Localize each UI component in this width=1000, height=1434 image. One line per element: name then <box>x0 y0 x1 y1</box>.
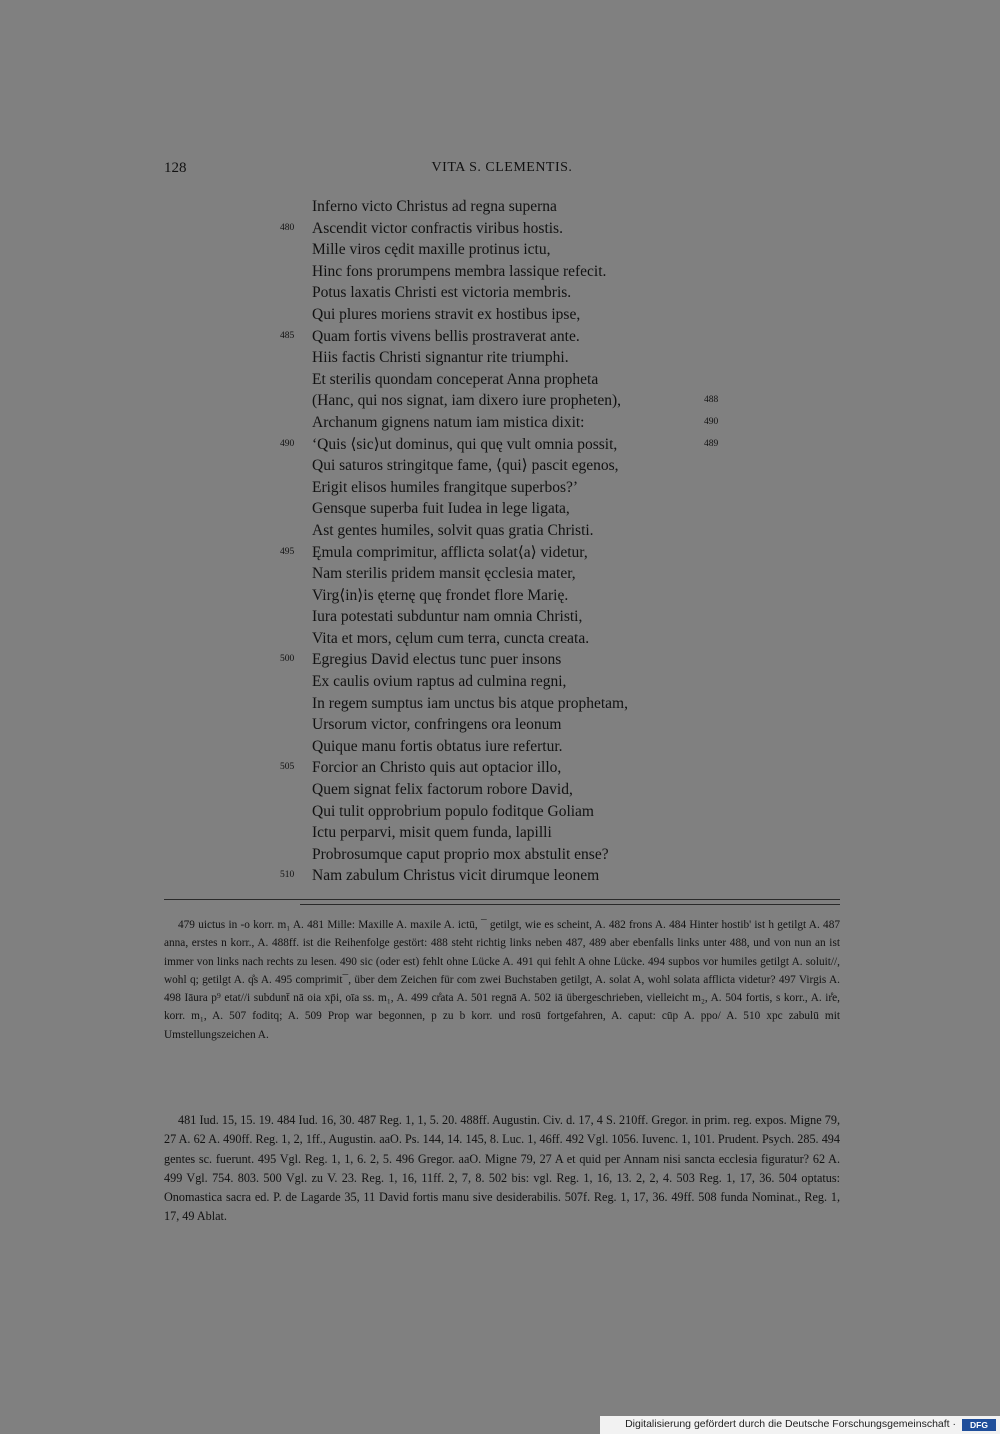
verse-text: Egregius David electus tunc puer insons <box>312 651 562 669</box>
critical-apparatus-text: 479 uictus in -o korr. m₁ A. 481 Mille: Maxille A. maxile A. ictū, ¯ getilgt, wie es scheint, A. 482 frons A. 484 Hinter hostib' ist h getilgt A. 487 anna, erstes n korr., A. 488ff. ist die Reihenfolge gestört: 488 steht richtig links neben 487, 489 aber ebenfalls links unter 488, und von nun an ist immer von links nach rechts zu lesen. 490 sic (oder est) fehlt ohne Lücke A. 491 qui fehlt A ohne Lücke. 494 supbos vor humiles getilgt A. soluit//, wohl q; getilgt A. q̊s A. 495 comprimit¯, über dem Zeichen für com zwei Buchstaben getilgt, A. solat A, wohl solata afflicta videtur? 497 Virgis A. 498 Iāura p⁹ etat//i subdunt̄ nā oia xp̄i, oīa ss. m₁, A. 499 cr̊ata A. 501 regnā A. 502 iā übergeschrieben, vielleicht m₂, A. 504 fortis, s korr., A. ir̊e, korr. m₁, A. 507 foditq; A. 509 Prop war begonnen, p zu b korr. und rosū fortgefahren, A. caput: cūp A. ppo/ A. 510 xpc zabulū mit Umstellungszeichen A. <box>164 919 840 1041</box>
verse-line <box>270 304 730 326</box>
verse-line <box>270 434 730 456</box>
verse-number: 505 <box>280 762 295 773</box>
verse-text: Forcior an Christo quis aut optacior illo, <box>312 759 562 777</box>
source-apparatus-text: 481 Iud. 15, 15. 19. 484 Iud. 16, 30. 487 Reg. 1, 1, 5. 20. 488ff. Augustin. Civ. d. 17, 4 S. 210ff. Gregor. in prim. reg. expos. Migne 79, 27 A. 62 A. 490ff. Reg. 1, 2, 1ff., Augustin. aaO. Ps. 144, 14. 145, 8. Luc. 1, 46ff. 492 Vgl. 1056. Iuvenc. 1, 101. Prudent. Psych. 285. 494 gentes sc. fuerunt. 495 Vgl. Reg. 1, 1, 6. 2, 5. 496 Gregor. aaO. Migne 79, 27 A et quid per Annam nisi sancta ecclesia figuratur? 62 A. 499 Vgl. 754. 803. 500 Vgl. zu V. 23. Reg. 1, 16, 11ff. 2, 7, 8. 502 bis: vgl. Reg. 1, 16, 13. 2, 2, 4. 503 Reg. 1, 17, 36. 504 optatus: Onomastica sacra ed. P. de Lagarde 35, 11 David fortis manu sive desiderabilis. 507f. Reg. 1, 17, 36. 49ff. 508 funda Nominat., Reg. 1, 17, 49 Ablat. <box>164 1113 840 1224</box>
verse-number: 510 <box>280 870 295 881</box>
verse-text: Ursorum victor, confringens ora leonum <box>312 716 562 734</box>
verse-text: Ictu perparvi, misit quem funda, lapilli <box>312 824 552 842</box>
digitization-footer <box>600 1416 1000 1434</box>
verse-text: Ascendit victor confractis viribus hostis. <box>312 219 563 237</box>
verse-text: Ęmula comprimitur, afflicta solat⟨a⟩ videtur, <box>312 543 588 561</box>
verse-number: 490 <box>280 438 295 449</box>
verse-text: Nam zabulum Christus vicit dirumque leonem <box>312 867 600 885</box>
verse-line <box>270 585 730 607</box>
verse-text: Erigit elisos humiles frangitque superbos?’ <box>312 478 579 496</box>
page-header <box>164 160 840 182</box>
verse-line <box>270 563 730 585</box>
verse-text: Virg⟨in⟩is ęternę quę frondet flore Marię. <box>312 586 569 604</box>
running-title: VITA S. CLEMENTIS. <box>431 160 573 175</box>
verse-text: Qui saturos stringitque fame, ⟨qui⟩ pascit egenos, <box>312 457 619 475</box>
source-apparatus <box>164 1111 840 1227</box>
verse-text: Vita et mors, cęlum cum terra, cuncta creata. <box>312 629 590 647</box>
poem-text <box>270 196 730 887</box>
verse-line <box>270 865 730 887</box>
verse-line <box>270 542 730 564</box>
verse-order-number: 490 <box>704 416 719 427</box>
verse-text: Inferno victo Christus ad regna superna <box>312 198 557 215</box>
verse-line <box>270 801 730 823</box>
verse-text: Mille viros cędit maxille protinus ictu, <box>312 241 551 259</box>
verse-line <box>270 606 730 628</box>
critical-apparatus <box>164 916 840 1044</box>
verse-text: Ex caulis ovium raptus ad culmina regni, <box>312 673 567 691</box>
verse-line <box>270 671 730 693</box>
verse-line <box>270 239 730 261</box>
verse-text: Hinc fons prorumpens membra lassique refecit. <box>312 262 607 280</box>
verse-line <box>270 282 730 304</box>
verse-line <box>270 261 730 283</box>
verse-line <box>270 628 730 650</box>
verse-text: Probrosumque caput proprio mox abstulit ense? <box>312 845 609 863</box>
verse-text: Hiis factis Christi signantur rite triumphi. <box>312 349 569 367</box>
verse-number: 480 <box>280 222 295 233</box>
verse-text: Nam sterilis pridem mansit ęcclesia mater, <box>312 565 576 583</box>
verse-line <box>270 498 730 520</box>
page-number: 128 <box>164 160 187 176</box>
verse-line <box>270 844 730 866</box>
verse-text: ‘Quis ⟨sic⟩ut dominus, qui quę vult omnia possit, <box>312 435 618 453</box>
verse-text: Ast gentes humiles, solvit quas gratia Christi. <box>312 521 594 539</box>
footer-text: Digitalisierung gefördert durch die Deutsche Forschungsgemeinschaft · <box>625 1418 956 1430</box>
divider <box>300 904 840 905</box>
verse-text: Quem signat felix factorum robore David, <box>312 781 573 799</box>
verse-line <box>270 477 730 499</box>
verse-number: 495 <box>280 546 295 557</box>
verse-line <box>270 822 730 844</box>
verse-text: Quique manu fortis obtatus iure refertur. <box>312 737 563 755</box>
verse-text: Et sterilis quondam conceperat Anna propheta <box>312 370 599 388</box>
verse-line <box>270 714 730 736</box>
verse-number: 500 <box>280 654 295 665</box>
verse-text: (Hanc, qui nos signat, iam dixero iure propheten), <box>312 392 622 410</box>
verse-line <box>270 390 730 412</box>
verse-line <box>270 757 730 779</box>
verse-line <box>270 736 730 758</box>
verse-text: Gensque superba fuit Iudea in lege ligata, <box>312 500 570 518</box>
verse-text: In regem sumptus iam unctus bis atque prophetam, <box>312 694 628 712</box>
verse-text: Iura potestati subduntur nam omnia Christi, <box>312 608 583 626</box>
verse-line <box>270 520 730 542</box>
verse-line <box>270 455 730 477</box>
verse-line <box>270 369 730 391</box>
verse-text: Qui plures moriens stravit ex hostibus ipse, <box>312 305 581 323</box>
divider <box>164 899 840 900</box>
verse-line <box>270 412 730 434</box>
verse-text: Archanum gignens natum iam mistica dixit: <box>312 413 585 431</box>
verse-line <box>270 218 730 240</box>
verse-line <box>270 347 730 369</box>
verse-number: 485 <box>280 330 295 341</box>
verse-line <box>270 649 730 671</box>
verse-line <box>270 326 730 348</box>
verse-line <box>270 693 730 715</box>
verse-text: Quam fortis vivens bellis prostraverat ante. <box>312 327 580 345</box>
verse-line <box>270 196 730 218</box>
verse-line <box>270 779 730 801</box>
dfg-logo-icon: DFG <box>962 1419 996 1431</box>
verse-order-number: 489 <box>704 438 719 449</box>
verse-text: Qui tulit opprobrium populo foditque Goliam <box>312 802 594 820</box>
verse-order-number: 488 <box>704 395 719 406</box>
verse-text: Potus laxatis Christi est victoria membris. <box>312 284 572 302</box>
